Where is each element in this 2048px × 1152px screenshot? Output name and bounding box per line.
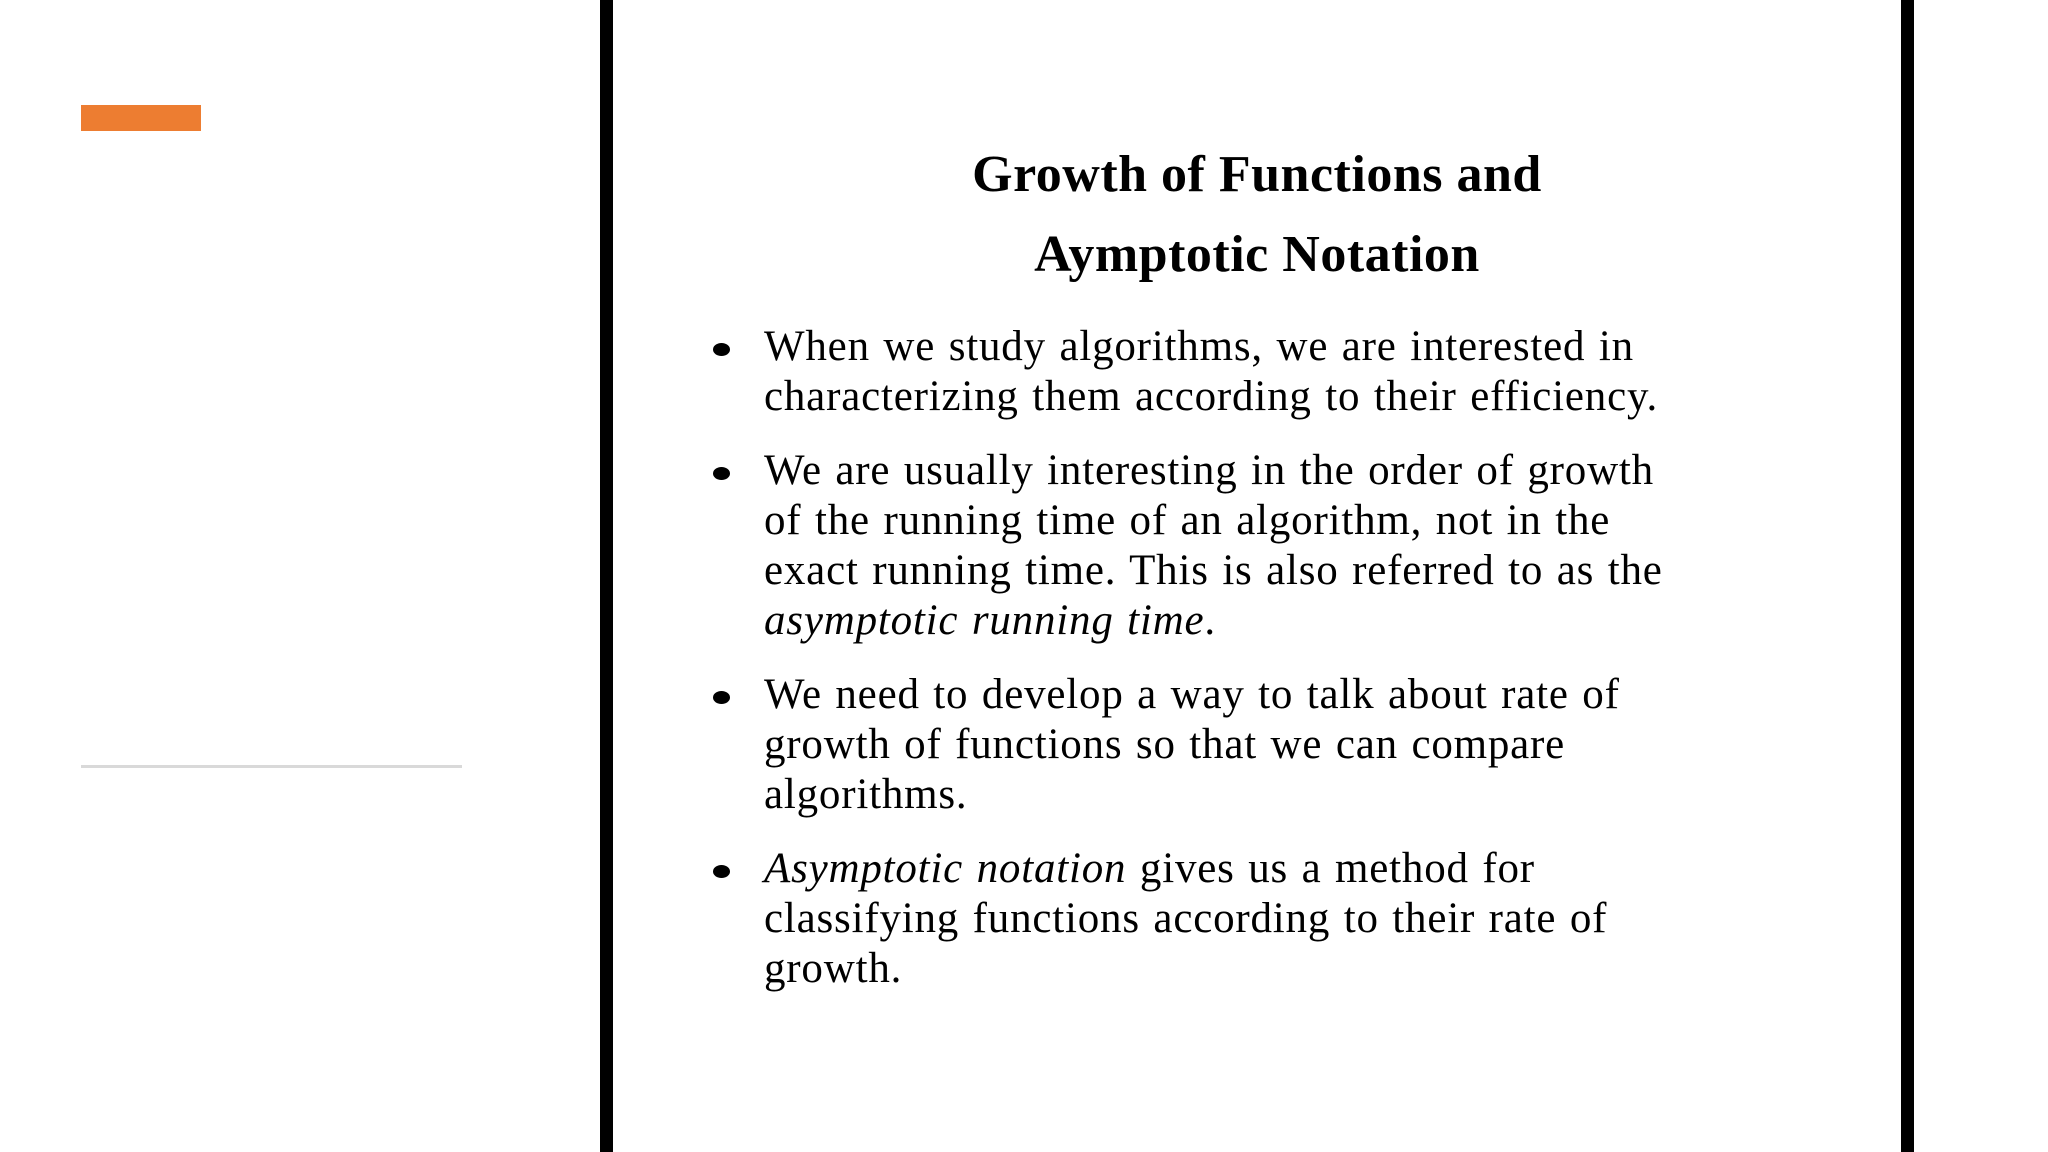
sentence-end: . (1204, 597, 1216, 644)
bullet-text-line: growth. (764, 945, 903, 992)
bullet-item (713, 322, 1853, 422)
bullet-item (713, 844, 1853, 994)
bullet-icon (713, 343, 730, 356)
bullet-list (713, 322, 1853, 1018)
bullet-text-line (764, 844, 1853, 894)
bullet-text-line: exact running time. This is also referred to as the (764, 547, 1663, 594)
slide-content-image (600, 0, 1914, 1152)
bullet-text-line: classifying functions according to their rate of (764, 895, 1608, 942)
bullet-item (713, 670, 1853, 820)
emphasis-text: Asymptotic notation (764, 845, 1127, 892)
bullet-icon (713, 467, 730, 480)
bullet-text-line: of the running time of an algorithm, not in the (764, 497, 1611, 544)
bullet-item (713, 446, 1853, 646)
bullet-text-line: characterizing them according to their efficiency. (764, 373, 1659, 420)
bullet-text-line: We need to develop a way to talk about rate of (764, 671, 1620, 718)
divider-line (81, 765, 462, 768)
bullet-icon (713, 691, 730, 704)
bullet-text-line: growth of functions so that we can compare (764, 721, 1566, 768)
bullet-text-line (764, 596, 1853, 646)
slide-title-line-1: Growth of Functions and (972, 146, 1542, 203)
slide-title-line-2: Aymptotic Notation (1034, 226, 1480, 283)
bullet-text-rest: gives us a method for (1126, 845, 1535, 892)
accent-bar (81, 105, 201, 131)
bullet-text-line: We are usually interesting in the order of growth (764, 447, 1654, 494)
bullet-text-line: When we study algorithms, we are interested in (764, 323, 1634, 370)
emphasis-text: asymptotic running time (764, 597, 1205, 644)
bullet-icon (713, 865, 730, 878)
bullet-text-line: algorithms. (764, 771, 968, 818)
